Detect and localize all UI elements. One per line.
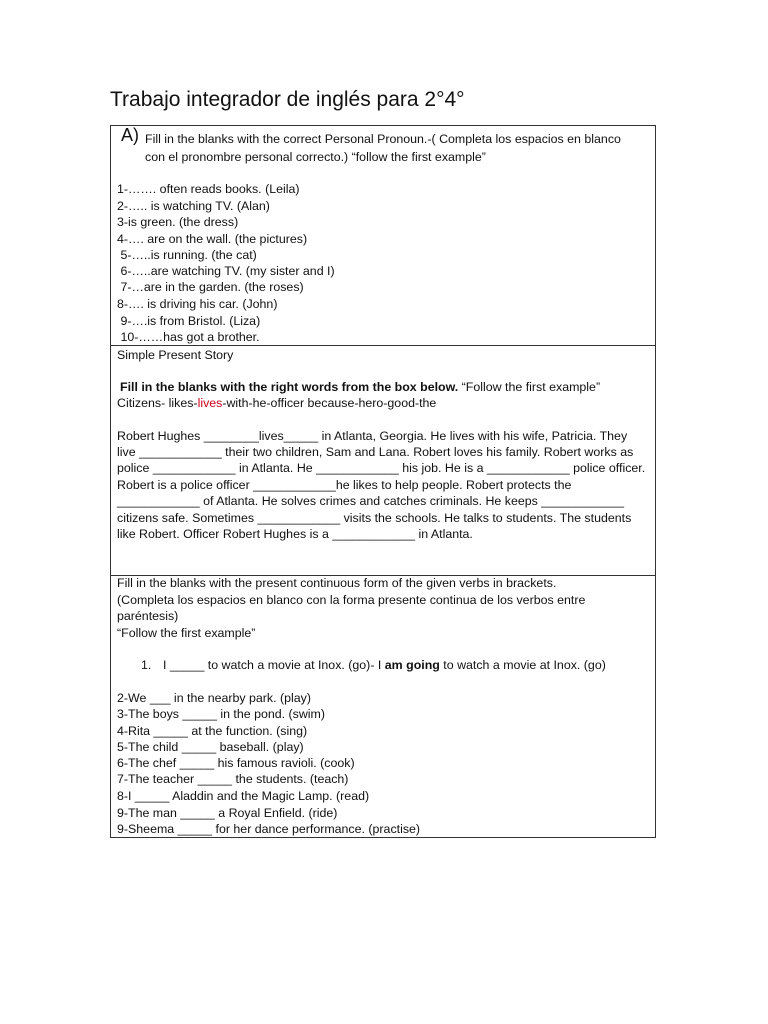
pronoun-item: 6-…..are watching TV. (my sister and I) xyxy=(117,264,335,278)
continuous-item: 6-The chef _____ his famous ravioli. (cook) xyxy=(117,756,355,770)
pronoun-item: 7-…are in the garden. (the roses) xyxy=(117,280,304,294)
pronoun-item: 1-……. often reads books. (Leila) xyxy=(117,182,300,196)
example-post: to watch a movie at Inox. (go) xyxy=(439,658,606,672)
continuous-item: 7-The teacher _____ the students. (teach) xyxy=(117,772,349,786)
pronoun-item: 5-…..is running. (the cat) xyxy=(117,248,257,262)
continuous-item: 2-We ___ in the nearby park. (play) xyxy=(117,691,311,705)
section-a-marker: A) xyxy=(121,125,139,145)
section-b-instruction xyxy=(120,379,600,395)
pronoun-item: 4-…. are on the wall. (the pictures) xyxy=(117,232,308,246)
story-line: live ____________ their two children, Sam and Lana. Robert loves his family. Robert works as xyxy=(117,445,634,459)
continuous-item: 4-Rita _____ at the function. (sing) xyxy=(117,724,308,738)
section-c-instruction: “Follow the first example” xyxy=(117,626,256,640)
story-line: like Robert. Officer Robert Hughes is a ____________ in Atlanta. xyxy=(117,527,473,541)
section-a-instruction-line2: con el pronombre personal correcto.) “follow the first example” xyxy=(145,150,486,164)
story-line: police ____________ in Atlanta. He ____________ his job. He is a ____________ police officer. xyxy=(117,461,646,475)
example-pre: I _____ to watch a movie at Inox. (go)- I xyxy=(163,658,385,672)
section-a-instruction-line1: Fill in the blanks with the correct Personal Pronoun.-( Completa los espacios en blanco xyxy=(145,132,621,146)
word-box xyxy=(117,395,436,411)
continuous-item: 9-The man _____ a Royal Enfield. (ride) xyxy=(117,806,338,820)
continuous-item: 5-The child _____ baseball. (play) xyxy=(117,740,304,754)
document-title: Trabajo integrador de inglés para 2°4° xyxy=(110,88,465,111)
story-line: ____________ of Atlanta. He solves crimes and catches criminals. He keeps ____________ xyxy=(117,494,624,508)
example-number: 1. xyxy=(141,658,152,672)
pronoun-item: 9-….is from Bristol. (Liza) xyxy=(117,314,261,328)
section-b-heading: Simple Present Story xyxy=(117,348,234,362)
pronoun-item: 8-…. is driving his car. (John) xyxy=(117,297,278,311)
pronoun-item: 2-….. is watching TV. (Alan) xyxy=(117,199,270,213)
story-line: Robert is a police officer ____________he likes to help people. Robert protects the xyxy=(117,478,572,492)
section-b-instruction-bold: Fill in the blanks with the right words from the box below. xyxy=(120,380,459,394)
continuous-item: 9-Sheema _____ for her dance performance. (practise) xyxy=(117,822,421,836)
section-c-instruction: Fill in the blanks with the present continuous form of the given verbs in brackets. xyxy=(117,576,557,590)
section-c-instruction: paréntesis) xyxy=(117,609,179,623)
section-b-instruction-rest: “Follow the first example” xyxy=(458,380,601,394)
pronoun-item: 3-is green. (the dress) xyxy=(117,215,239,229)
word-box-highlight: lives xyxy=(197,396,223,410)
section-c-instruction: (Completa los espacios en blanco con la forma presente continua de los verbos entre xyxy=(117,593,586,607)
pronoun-item: 10-……has got a brother. xyxy=(117,330,260,344)
continuous-item: 8-I _____ Aladdin and the Magic Lamp. (read) xyxy=(117,789,370,803)
story-line: citizens safe. Sometimes ____________ visits the schools. He talks to students. The students xyxy=(117,511,632,525)
example-sentence xyxy=(163,657,606,673)
story-line: Robert Hughes ________lives_____ in Atlanta, Georgia. He lives with his wife, Patricia. They xyxy=(117,429,628,443)
word-box-before: Citizens- likes- xyxy=(117,396,198,410)
word-box-after: -with-he-officer because-hero-good-the xyxy=(222,396,437,410)
continuous-item: 3-The boys _____ in the pond. (swim) xyxy=(117,707,325,721)
example-answer: am going xyxy=(384,658,440,672)
